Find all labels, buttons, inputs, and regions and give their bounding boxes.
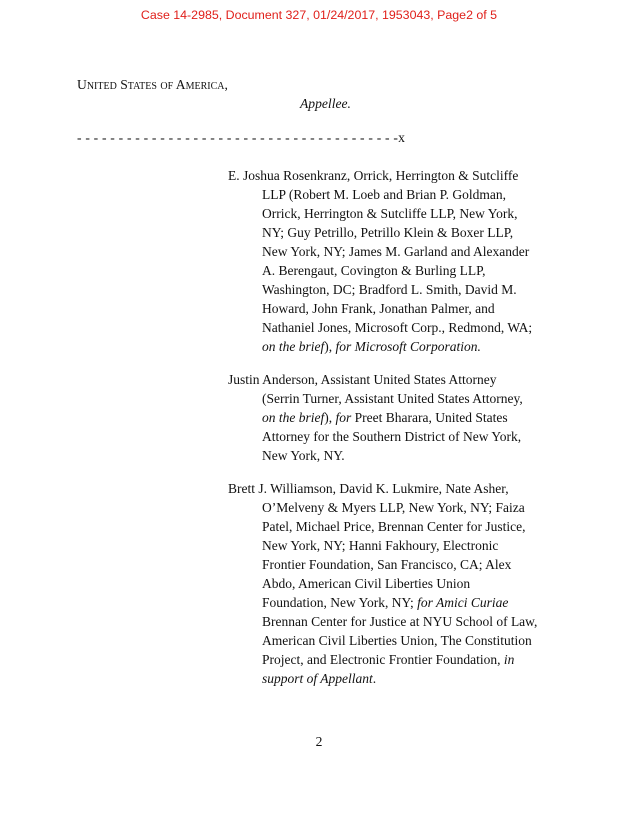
counsel-text: ),	[324, 339, 336, 354]
counsel-text: support of Appellant	[262, 671, 373, 686]
counsel-block-government	[228, 370, 563, 465]
counsel-line	[228, 261, 563, 280]
counsel-text: on the brief	[262, 410, 325, 425]
counsel-line	[228, 669, 563, 688]
counsel-text: ),	[324, 410, 336, 425]
counsel-line	[228, 650, 563, 669]
caption-party-name: United States of America,	[77, 77, 228, 92]
counsel-text: New York, NY; James M. Garland and Alexander	[262, 244, 530, 259]
counsel-line	[228, 498, 563, 517]
counsel-text: Washington, DC; Bradford L. Smith, David M.	[262, 282, 517, 297]
counsel-line	[228, 446, 563, 465]
counsel-line	[228, 370, 563, 389]
counsel-line	[228, 593, 563, 612]
counsel-text: New York, NY.	[262, 448, 345, 463]
counsel-text: Brett J. Williamson, David K. Lukmire, Nate Asher,	[228, 481, 509, 496]
counsel-line	[228, 318, 563, 337]
counsel-text: Orrick, Herrington & Sutcliffe LLP, New York,	[262, 206, 518, 221]
counsel-text: NY; Guy Petrillo, Petrillo Klein & Boxer LLP,	[262, 225, 514, 240]
counsel-line	[228, 427, 563, 446]
counsel-text: Nathaniel Jones, Microsoft Corp., Redmond, WA;	[262, 320, 533, 335]
counsel-text: LLP (Robert M. Loeb and Brian P. Goldman,	[262, 187, 506, 202]
counsel-line	[228, 631, 563, 650]
counsel-text: for	[335, 410, 352, 425]
counsel-text: Project, and Electronic Frontier Foundation,	[262, 652, 504, 667]
counsel-text: on the brief	[262, 339, 325, 354]
counsel-text: for Amici Curiae	[417, 595, 509, 610]
caption-party-role: Appellee.	[300, 96, 351, 111]
counsel-text: Patel, Michael Price, Brennan Center for Justice,	[262, 519, 526, 534]
counsel-text: Abdo, American Civil Liberties Union	[262, 576, 471, 591]
counsel-text: for Microsoft Corporation.	[335, 339, 481, 354]
counsel-line	[228, 185, 563, 204]
counsel-text: in	[503, 652, 515, 667]
caption-divider: - - - - - - - - - - - - - - - - - - - - - - - - - - - - - - - - - - - - - - -x	[77, 130, 406, 145]
counsel-line	[228, 223, 563, 242]
counsel-text: Justin Anderson, Assistant United States Attorney	[228, 372, 497, 387]
counsel-text: American Civil Liberties Union, The Constitution	[262, 633, 532, 648]
counsel-line	[228, 337, 563, 356]
page-number: 2	[315, 734, 323, 749]
counsel-line	[228, 204, 563, 223]
counsel-line	[228, 555, 563, 574]
counsel-line	[228, 517, 563, 536]
counsel-line	[228, 280, 563, 299]
counsel-block-microsoft	[228, 166, 563, 356]
counsel-line	[228, 389, 563, 408]
counsel-block-amici	[228, 479, 563, 688]
case-header-stamp: Case 14-2985, Document 327, 01/24/2017, 1953043, Page2 of 5	[140, 8, 498, 22]
counsel-text: (Serrin Turner, Assistant United States Attorney,	[262, 391, 523, 406]
counsel-text: O’Melveny & Myers LLP, New York, NY; Faiza	[262, 500, 525, 515]
counsel-line	[228, 408, 563, 427]
counsel-text: New York, NY; Hanni Fakhoury, Electronic	[262, 538, 499, 553]
counsel-line	[228, 612, 563, 631]
counsel-text: Preet Bharara, United States	[351, 410, 508, 425]
counsel-line	[228, 574, 563, 593]
counsel-text: Attorney for the Southern District of New York,	[262, 429, 522, 444]
counsel-text: A. Berengaut, Covington & Burling LLP,	[262, 263, 486, 278]
counsel-text: Brennan Center for Justice at NYU School of Law,	[262, 614, 538, 629]
counsel-line	[228, 166, 563, 185]
counsel-line	[228, 242, 563, 261]
counsel-line	[228, 479, 563, 498]
counsel-text: Foundation, New York, NY;	[262, 595, 418, 610]
counsel-text: .	[372, 671, 377, 686]
counsel-line	[228, 299, 563, 318]
counsel-line	[228, 536, 563, 555]
counsel-text: Frontier Foundation, San Francisco, CA; Alex	[262, 557, 512, 572]
counsel-text: Howard, John Frank, Jonathan Palmer, and	[262, 301, 495, 316]
counsel-text: E. Joshua Rosenkranz, Orrick, Herrington & Sutcliffe	[228, 168, 519, 183]
